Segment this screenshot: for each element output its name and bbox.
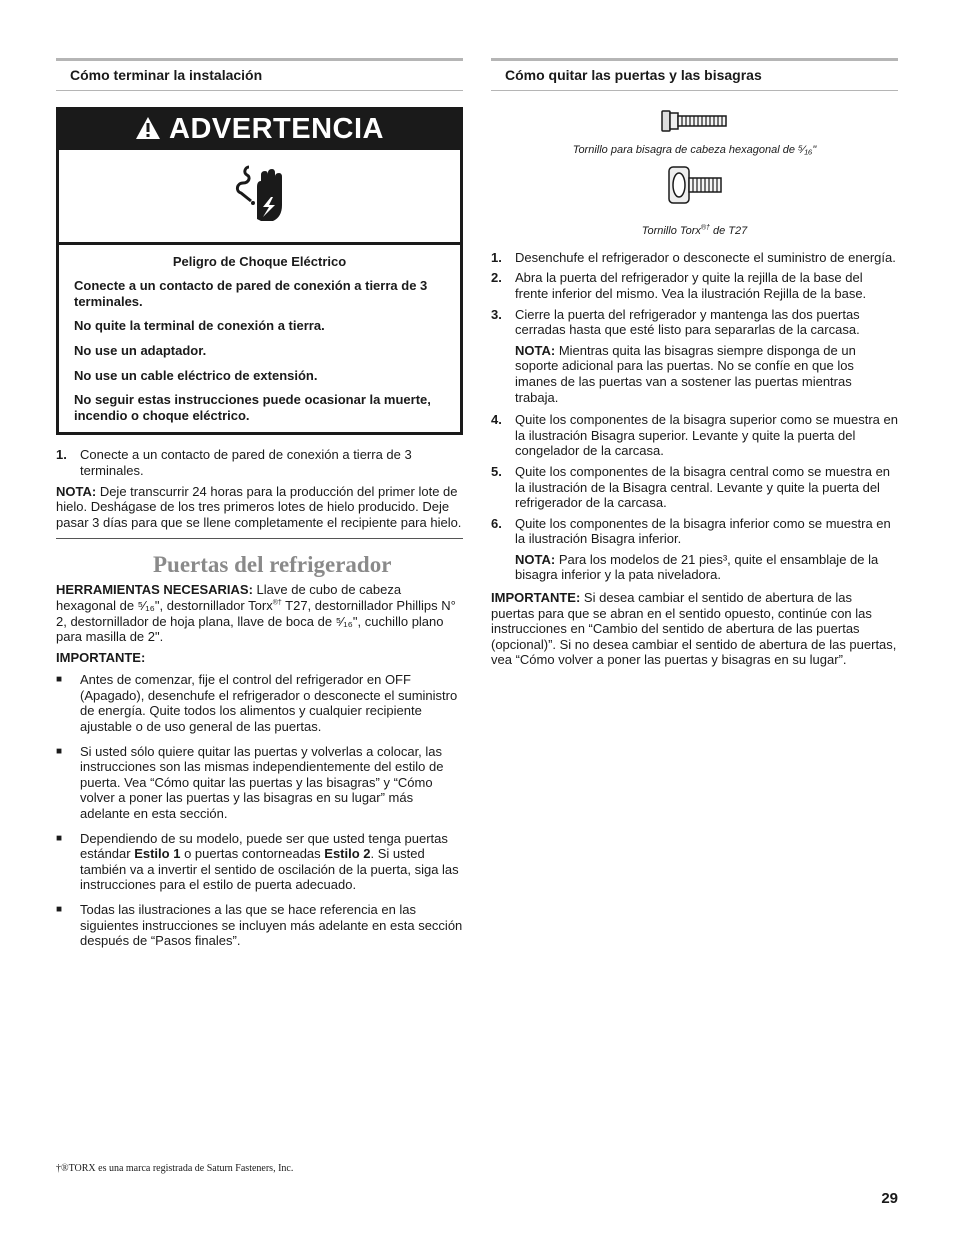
bullet-item bbox=[56, 672, 463, 734]
warning-header bbox=[59, 110, 460, 150]
important-label: IMPORTANTE: bbox=[56, 649, 146, 665]
bullet-text-part: o puertas contorneadas bbox=[180, 846, 325, 862]
important-label: IMPORTANTE: bbox=[491, 590, 581, 606]
hex-screw-caption: Tornillo para bisagra de cabeza hexagonal de ⁵⁄₁₆" bbox=[572, 144, 817, 157]
style-1-label: Estilo 1 bbox=[134, 846, 181, 862]
warning-icon-area bbox=[59, 150, 460, 245]
right-column bbox=[491, 58, 898, 673]
warning-line: No use un adaptador. bbox=[74, 342, 207, 358]
remove-step-2 bbox=[491, 270, 898, 301]
electric-shock-hand-icon bbox=[227, 161, 293, 231]
remove-step-3 bbox=[491, 307, 898, 338]
remove-step-4 bbox=[491, 412, 898, 459]
note-ice bbox=[56, 484, 463, 531]
warning-box bbox=[56, 107, 463, 436]
step-text: Desenchufe el refrigerador o desconecte el suministro de energía. bbox=[515, 249, 896, 265]
step-number: 1. bbox=[491, 249, 502, 265]
note-label: NOTA: bbox=[56, 483, 97, 499]
trademark-mark: ®† bbox=[700, 224, 710, 232]
warning-body bbox=[59, 245, 460, 433]
warning-line: No use un cable eléctrico de extensión. bbox=[74, 367, 318, 383]
warning-line: Conecte a un contacto de pared de conexión a tierra de 3 terminales. bbox=[74, 278, 428, 309]
note-text: Para los modelos de 21 pies³, quite el ensamblaje de la bisagra inferior y la pata niveladora. bbox=[515, 551, 879, 583]
tools-text: T27, destornillador Phillips N° 2, destornillador de hoja plana, llave de boca de ⁵⁄₁₆", cuchillo plano para masilla de 2". bbox=[56, 597, 456, 645]
note-text: Mientras quita las bisagras siempre disponga de un soporte adicional para las puertas. No se confíe en que los imanes de las puertas van a sostener las puertas mientras trabaja. bbox=[515, 342, 856, 405]
bullet-text: Antes de comenzar, fije el control del refrigerador en OFF (Apagado), desenchufe el refrigerador o desconecte el suministro de energía. Quite todos los alimentos y cualquier recipiente ajustable o de uso general de las puertas. bbox=[80, 672, 458, 735]
note-label: NOTA: bbox=[515, 342, 556, 358]
caption-text: Tornillo Torx bbox=[641, 224, 701, 237]
style-2-label: Estilo 2 bbox=[324, 846, 371, 862]
bullet-text-part: . Si usted también va a invertir el sentido de oscilación de la puerta, siga las instrucciones para el estilo de puerta adecuado. bbox=[80, 846, 459, 893]
install-step-1 bbox=[56, 447, 463, 478]
torx-screw-figure bbox=[491, 165, 898, 209]
note-door-support bbox=[515, 343, 898, 405]
left-column bbox=[56, 58, 463, 958]
warning-triangle-icon bbox=[135, 116, 161, 144]
remove-step-5 bbox=[491, 464, 898, 511]
warning-line: No seguir estas instrucciones puede ocasionar la muerte, incendio o choque eléctrico. bbox=[74, 392, 431, 423]
torx-screw-caption bbox=[491, 225, 898, 238]
step-text: Quite los componentes de la bisagra superior como se muestra en la ilustración Bisagra superior. Levante y quite la puerta del congelador de la carcasa. bbox=[515, 412, 898, 459]
tools-required bbox=[56, 582, 463, 644]
bullet-square-icon: ■ bbox=[56, 674, 63, 686]
step-text: Cierre la puerta del refrigerador y mantenga las dos puertas cerradas hasta que esté listo para separarlas de la carcasa. bbox=[515, 306, 860, 338]
important-text: Si desea cambiar el sentido de abertura de las puertas para que se abran en el sentido opuesto, continúe con las instrucciones en “Cambio del sentido de abertura de las puertas (opcional)”. Si no desea cambiar el sentido de abertura de las puertas, vea “Cómo volver a poner las puertas y bisagras en su lugar”. bbox=[491, 590, 897, 668]
bullet-item bbox=[56, 902, 463, 949]
section-title-doors: Puertas del refrigerador bbox=[153, 552, 392, 578]
section-heading-finish-install: Cómo terminar la instalación bbox=[56, 58, 463, 91]
hex-head-screw-icon bbox=[660, 121, 730, 136]
bullet-text-part: Dependiendo de su modelo, puede ser que usted tenga puertas estándar bbox=[80, 830, 448, 862]
bullet-square-icon: ■ bbox=[56, 904, 63, 915]
bullet-item bbox=[56, 831, 463, 893]
warning-danger-title: Peligro de Choque Eléctrico bbox=[172, 253, 347, 269]
step-number: 3. bbox=[491, 306, 502, 322]
bullet-square-icon: ■ bbox=[56, 832, 63, 844]
note-21-cuft-models bbox=[515, 552, 898, 583]
note-label: NOTA: bbox=[515, 551, 556, 567]
warning-line: No quite la terminal de conexión a tierra. bbox=[74, 318, 325, 334]
warning-title: ADVERTENCIA bbox=[169, 112, 384, 145]
bullet-text: Si usted sólo quiere quitar las puertas y volverlas a colocar, las instrucciones son las mismas independientemente del estilo de puerta. Vea “Cómo quitar las puertas y las bisagras” y “Cómo volver a poner las puertas y las bisagras en su lugar” más adelante en esta sección. bbox=[80, 743, 444, 822]
important-reverse-doors bbox=[491, 590, 898, 668]
step-number: 6. bbox=[491, 515, 502, 531]
section-heading-remove-doors: Cómo quitar las puertas y las bisagras bbox=[491, 58, 898, 91]
bullet-item bbox=[56, 744, 463, 822]
tools-text: Llave de cubo de cabeza hexagonal de ⁵⁄₁₆", destornillador Torx bbox=[56, 582, 402, 613]
step-number: 1. bbox=[56, 447, 67, 463]
note-text: Deje transcurrir 24 horas para la producción del primer lote de hielo. Deshágase de los tres primeros lotes de hielo producido. Deje pasar 3 días para que se llene completamente el recipiente para hielo. bbox=[56, 483, 462, 530]
tools-label: HERRAMIENTAS NECESARIAS: bbox=[56, 582, 253, 598]
page-number: 29 bbox=[881, 1190, 898, 1207]
trademark-mark: ®† bbox=[272, 599, 282, 607]
hex-screw-figure bbox=[491, 109, 898, 137]
step-number: 5. bbox=[491, 463, 502, 479]
step-text: Abra la puerta del refrigerador y quite la rejilla de la base del frente inferior del mismo. Vea la ilustración Rejilla de la base. bbox=[515, 270, 867, 301]
torx-screw-icon bbox=[665, 193, 725, 208]
step-number: 4. bbox=[491, 412, 502, 428]
bullet-text bbox=[80, 831, 463, 893]
remove-step-1 bbox=[491, 250, 898, 266]
remove-step-6 bbox=[491, 516, 898, 547]
step-text: Conecte a un contacto de pared de conexión a tierra de 3 terminales. bbox=[80, 447, 412, 478]
bullet-text: Todas las ilustraciones a las que se hace referencia en las siguientes instrucciones se incluyen más adelante en esta sección después de “Pasos finales”. bbox=[80, 902, 463, 949]
step-text: Quite los componentes de la bisagra inferior como se muestra en la ilustración Bisagra inferior. bbox=[515, 515, 891, 547]
caption-text: de T27 bbox=[709, 224, 748, 237]
bullet-square-icon: ■ bbox=[56, 745, 63, 757]
trademark-footnote: †®TORX es una marca registrada de Saturn Fasteners, Inc. bbox=[56, 1163, 294, 1174]
step-number: 2. bbox=[491, 270, 502, 286]
step-text: Quite los componentes de la bisagra central como se muestra en la ilustración de la Bisagra central. Levante y quite la puerta del refrigerador de la carcasa. bbox=[515, 463, 891, 511]
section-divider bbox=[56, 538, 463, 539]
